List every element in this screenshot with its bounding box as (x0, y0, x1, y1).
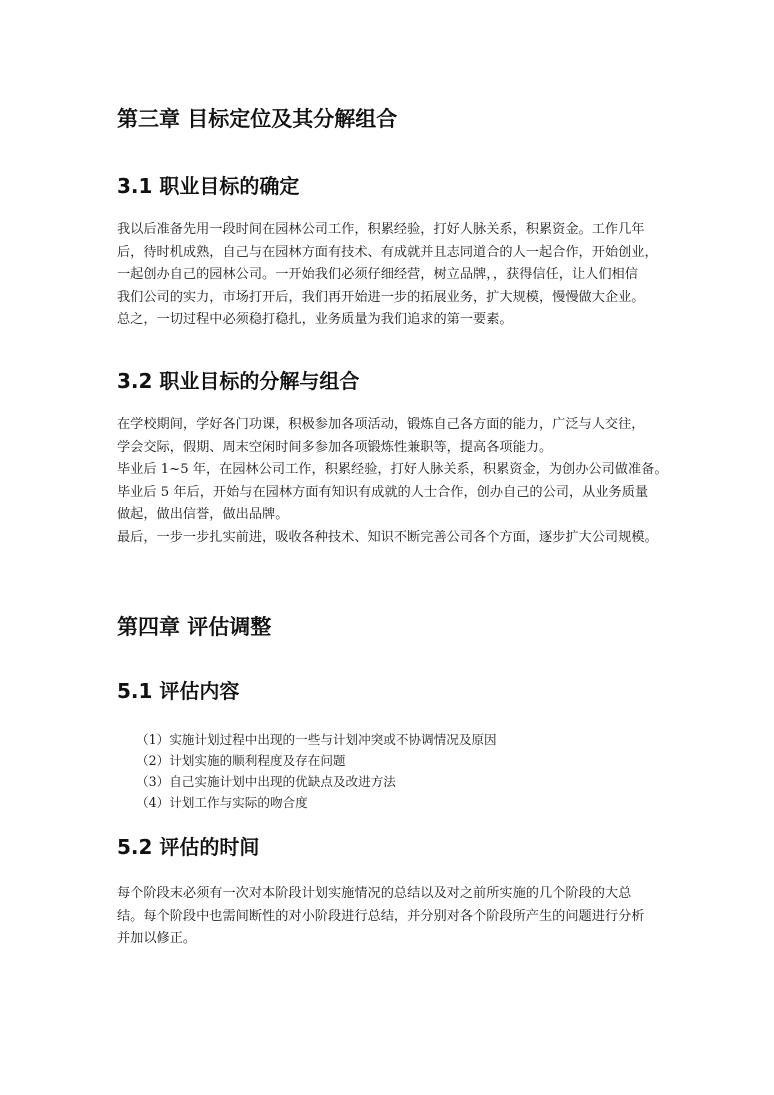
paragraph-line: 总之，一切过程中必须稳打稳扎，业务质量为我们追求的第一要素。 (117, 312, 513, 328)
paragraph-line: 最后，一步一步扎实前进，吸收各种技术、知识不断完善公司各个方面，逐步扩大公司规模。 (117, 529, 658, 545)
list-item: （3）自己实施计划中出现的优缺点及改进方法 (136, 774, 396, 789)
paragraph-line: 一起创办自己的园林公司。一开始我们必须仔细经营，树立品牌，，获得信任，让人们相信 (117, 267, 638, 283)
paragraph-line: 我们公司的实力，市场打开后，我们再开始进一步的拓展业务，扩大规模，慢慢做大企业。 (117, 289, 645, 305)
section-3-1-paragraph (117, 219, 662, 332)
list-item: （2）计划实施的顺利程度及存在问题 (136, 753, 346, 768)
evaluation-content-list (136, 729, 497, 813)
paragraph-line: 学会交际，假期、周末空闲时间多参加各项锻炼性兼职等，提高各项能力。 (117, 439, 553, 455)
section-3-2-paragraph (117, 414, 668, 550)
paragraph-line: 毕业后 5 年后，开始与在园林方面有知识有成就的人士合作，创办自己的公司，从业务质量 (117, 484, 649, 500)
paragraph-line: 后，待时机成熟，自己与在园林方面有技术、有成就并且志同道合的人一起合作，开始创业， (117, 244, 658, 260)
section-5-1-title: 5.1 评估内容 (117, 679, 240, 703)
list-item: （4）计划工作与实际的吻合度 (136, 795, 308, 810)
section-3-1-title: 3.1 职业目标的确定 (117, 174, 300, 198)
paragraph-line: 在学校期间，学好各门功课，积极参加各项活动，锻炼自己各方面的能力，广泛与人交往， (117, 417, 645, 432)
paragraph-line: 做起，做出信誉，做出品牌。 (117, 507, 289, 523)
paragraph-line: 毕业后 1~5 年，在园林公司工作，积累经验，打好人脉关系，积累资金，为创办公司做准备。 (117, 462, 668, 478)
section-5-2-title: 5.2 评估的时间 (117, 835, 260, 859)
paragraph-line: 结。每个阶段中也需间断性的对小阶段进行总结，并分别对各个阶段所产生的问题进行分析 (117, 908, 645, 924)
chapter-4-title: 第四章 评估调整 (117, 615, 272, 639)
list-item: （1）实施计划过程中出现的一些与计划冲突或不协调情况及原因 (136, 732, 497, 747)
chapter-3-title: 第三章 目标定位及其分解组合 (117, 107, 398, 131)
section-3-2-title: 3.2 职业目标的分解与组合 (117, 369, 360, 393)
paragraph-line: 每个阶段末必须有一次对本阶段计划实施情况的总结以及对之前所实施的几个阶段的大总 (117, 886, 632, 901)
section-5-2-paragraph (117, 883, 662, 951)
paragraph-line: 并加以修正。 (117, 931, 197, 947)
paragraph-line: 我以后准备先用一段时间在园林公司工作，积累经验，打好人脉关系，积累资金。工作几年 (117, 222, 645, 237)
